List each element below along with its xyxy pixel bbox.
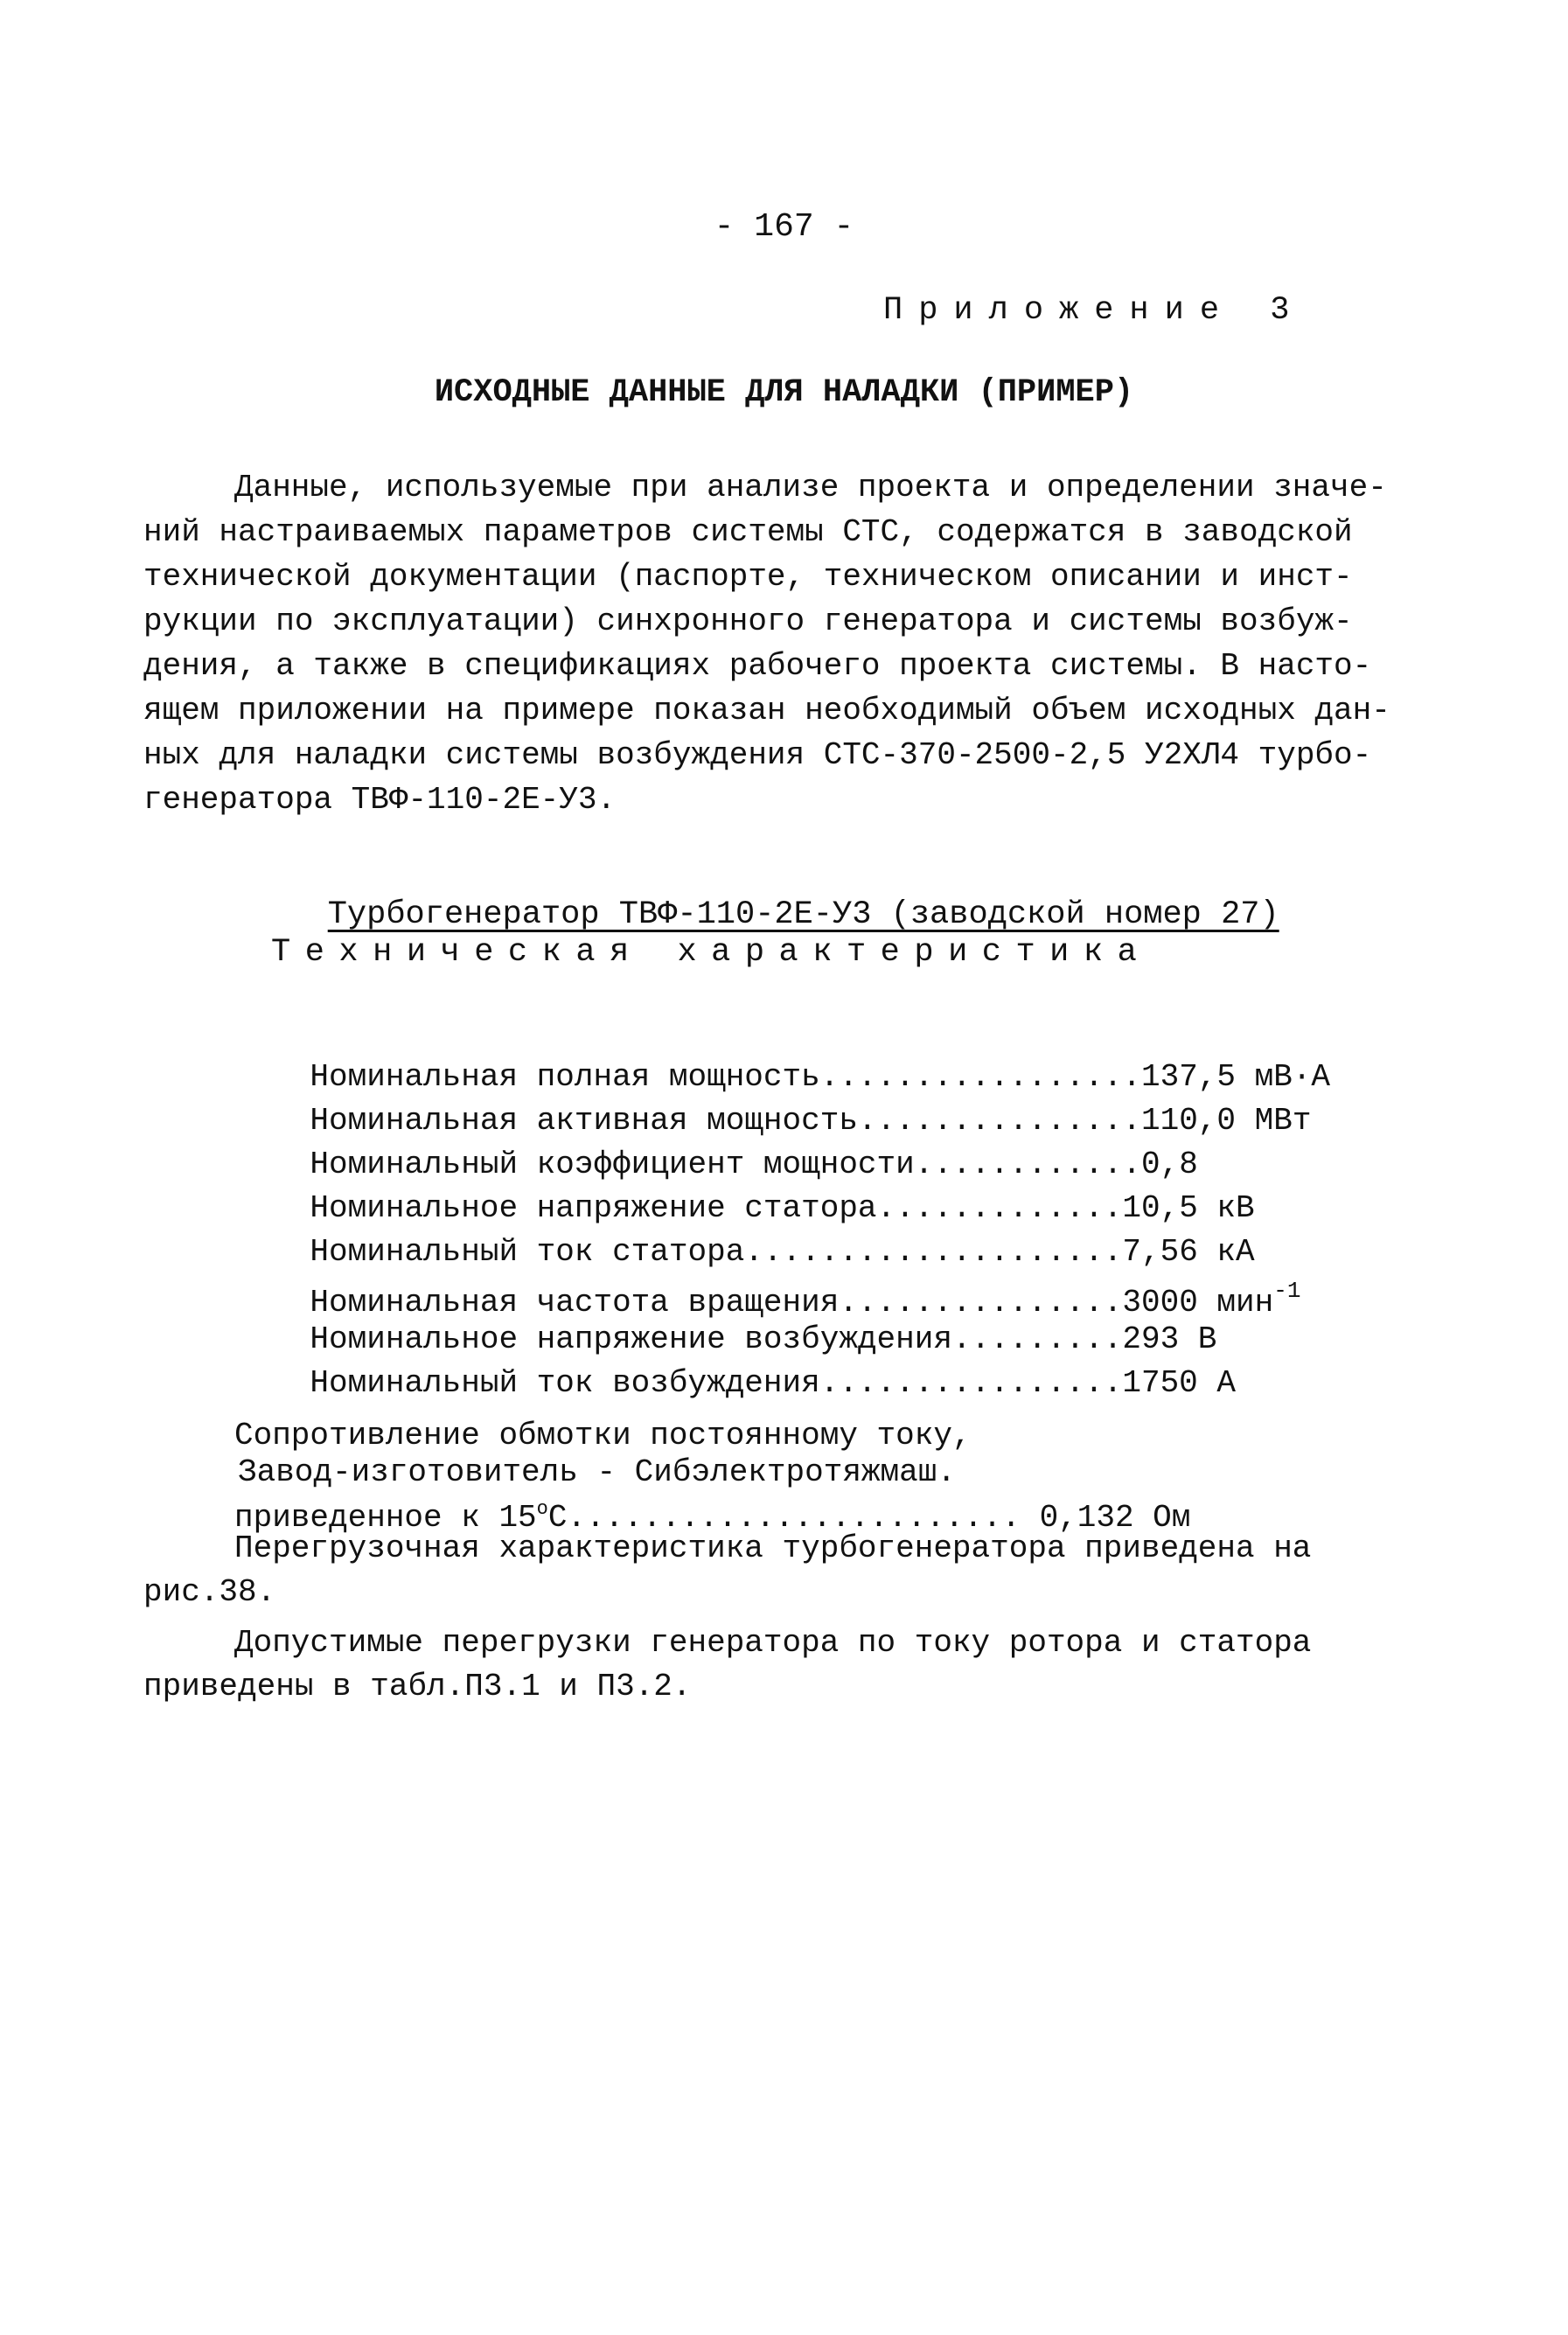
spec-dots: ............	[914, 1147, 1141, 1182]
intro-line: Данные, используемые при анализе проекта и определении значе-	[234, 470, 1387, 505]
intro-line: технической документации (паспорте, техническом описании и инст-	[143, 559, 1353, 595]
spec-dots: ...............	[839, 1285, 1123, 1321]
intro-line: ний настраиваемых параметров системы СТС, содержатся в заводской	[143, 514, 1353, 550]
spec-value: 10,5 кВ	[1122, 1190, 1255, 1226]
manufacturer: Завод-изготовитель - Сибэлектротяжмаш.	[238, 1454, 956, 1490]
spec-dots: ....................	[744, 1234, 1123, 1270]
document-title: ИСХОДНЫЕ ДАННЫЕ ДЛЯ НАЛАДКИ (ПРИМЕР)	[434, 374, 1134, 411]
resistance-line-2	[234, 1497, 1191, 1536]
para-line: приведены в табл.П3.1 и П3.2.	[143, 1669, 692, 1704]
spec-name: Номинальная полная мощность	[310, 1059, 820, 1095]
intro-line: рукции по эксплуатации) синхронного генератора и системы возбуж-	[143, 603, 1353, 639]
intro-line: ящем приложении на примере показан необходимый объем исходных дан-	[143, 693, 1390, 728]
spec-name: Номинальный ток возбуждения	[310, 1365, 820, 1401]
spec-value: 3000 мин	[1122, 1285, 1274, 1321]
spec-name: Номинальная частота вращения	[310, 1285, 840, 1321]
spec-name: Номинальный коэффициент мощности	[310, 1147, 915, 1182]
resistance-line-1: Сопротивление обмотки постоянному току,	[234, 1418, 972, 1453]
spec-dots: ...............	[857, 1103, 1141, 1139]
unit-exponent: -1	[1273, 1278, 1301, 1304]
generator-heading	[0, 860, 1568, 933]
spec-name: Номинальное напряжение возбуждения	[310, 1321, 952, 1357]
spec-value: 0,132 Ом	[1039, 1500, 1191, 1536]
resistance-suffix: С	[547, 1500, 568, 1536]
para-line: Перегрузочная характеристика турбогенератора приведена на	[234, 1530, 1312, 1566]
spec-name: Номинальная активная мощность	[310, 1103, 858, 1139]
spec-name: Номинальное напряжение статора	[310, 1190, 877, 1226]
spec-value: 137,5 мВ·А	[1140, 1059, 1331, 1095]
spec-value: 1750 А	[1122, 1365, 1236, 1401]
generator-heading-text: Турбогенератор ТВФ-110-2Е-У3 (заводской номер 27)	[327, 896, 1279, 933]
spec-value: 110,0 МВт	[1141, 1103, 1312, 1139]
intro-line: ных для наладки системы возбуждения СТС-370-2500-2,5 У2ХЛ4 турбо-	[143, 737, 1372, 773]
intro-line: дения, а также в спецификациях рабочего проекта системы. В насто-	[143, 648, 1372, 684]
spec-dots: ................	[819, 1365, 1123, 1401]
degree-sign: о	[536, 1498, 548, 1520]
resistance-prefix: приведенное к 15	[234, 1500, 537, 1536]
spec-name: Номинальный ток статора	[310, 1234, 745, 1270]
para-line: рис.38.	[143, 1574, 276, 1610]
spec-value: 293 В	[1122, 1321, 1217, 1357]
spec-value: 0,8	[1140, 1147, 1198, 1182]
spec-heading: Техническая характеристика	[271, 934, 1152, 971]
spec-dots: .................	[819, 1059, 1141, 1095]
appendix-label: Приложение 3	[883, 292, 1306, 329]
spec-dots: .............	[876, 1190, 1123, 1226]
spec-dots: .........	[951, 1321, 1123, 1357]
spec-value: 7,56 кА	[1122, 1234, 1255, 1270]
page-number: - 167 -	[714, 208, 854, 246]
para-line: Допустимые перегрузки генератора по току ротора и статора	[234, 1625, 1312, 1661]
intro-line: генератора ТВФ-110-2Е-У3.	[143, 782, 617, 818]
spec-dots: ........................	[567, 1500, 1021, 1536]
